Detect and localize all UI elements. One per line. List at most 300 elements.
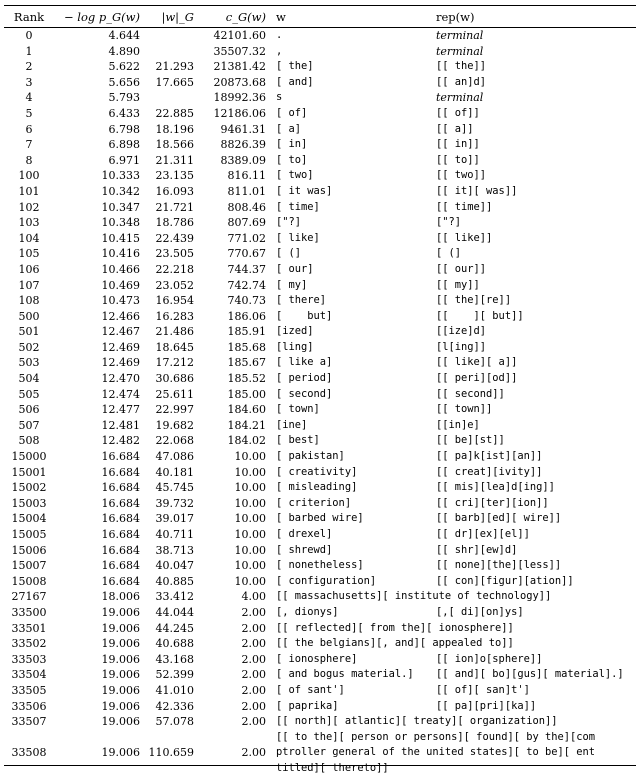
cell-rep: [[ an]d] bbox=[436, 75, 487, 88]
table-row bbox=[4, 355, 636, 371]
cell-length: 18.196 bbox=[155, 122, 194, 136]
cell-rank: 2 bbox=[25, 60, 33, 74]
table-row bbox=[4, 75, 636, 91]
cell-rank: 33502 bbox=[11, 637, 47, 651]
cell-count: 185.52 bbox=[227, 372, 266, 386]
cell-rank: 100 bbox=[18, 169, 40, 183]
table-row bbox=[4, 730, 636, 777]
cell-rep: [[ creat][ivity]] bbox=[436, 465, 543, 478]
cell-count: 184.60 bbox=[227, 403, 266, 417]
cell-neglog: 4.644 bbox=[108, 29, 140, 42]
cell-rank: 7 bbox=[25, 138, 33, 152]
cell-rep: [[ pa][pri][ka]] bbox=[436, 699, 537, 712]
cell-length: 22.218 bbox=[155, 262, 194, 276]
cell-count: 10.00 bbox=[234, 559, 266, 573]
cell-neglog: 18.006 bbox=[101, 590, 140, 604]
cell-rep: [[ second]] bbox=[436, 387, 505, 400]
cell-count: 808.46 bbox=[227, 200, 266, 214]
table-row bbox=[4, 59, 636, 75]
cell-neglog: 19.006 bbox=[101, 715, 140, 729]
cell-rank: 108 bbox=[18, 294, 40, 308]
cell-length: 40.181 bbox=[155, 465, 194, 479]
cell-rep: [[ the][re]] bbox=[436, 294, 512, 307]
cell-w: [ pakistan] bbox=[276, 450, 345, 463]
cell-rank: 15007 bbox=[11, 559, 47, 573]
cell-length: 33.412 bbox=[155, 590, 194, 604]
cell-rep: [[in]e] bbox=[436, 418, 480, 431]
cell-length: 17.665 bbox=[155, 75, 194, 89]
cell-neglog: 16.684 bbox=[101, 543, 140, 557]
cell-length: 40.885 bbox=[155, 574, 194, 588]
cell-rank: 105 bbox=[18, 247, 40, 261]
cell-rank: 507 bbox=[18, 418, 40, 432]
table-row bbox=[4, 293, 636, 309]
cell-length: 45.745 bbox=[155, 481, 194, 495]
header-count: c_G(w) bbox=[225, 10, 266, 24]
table-row bbox=[4, 527, 636, 543]
table-row bbox=[4, 574, 636, 590]
cell-count: 8826.39 bbox=[220, 138, 266, 152]
cell-rank: 505 bbox=[18, 387, 40, 401]
cell-w: [ but] bbox=[276, 309, 333, 322]
cell-neglog: 19.006 bbox=[101, 683, 140, 697]
header-rule bbox=[4, 27, 636, 28]
cell-rep: terminal bbox=[436, 44, 484, 58]
cell-count: 2.00 bbox=[241, 715, 266, 729]
cell-w: ["?] bbox=[276, 216, 302, 229]
cell-count: 10.00 bbox=[234, 512, 266, 526]
header-neglog: − log p_G(w) bbox=[63, 10, 140, 24]
cell-rep: [[ ][ but]] bbox=[436, 309, 524, 322]
cell-rank: 33506 bbox=[11, 699, 47, 713]
table-row bbox=[4, 168, 636, 184]
cell-count: 4.00 bbox=[241, 590, 266, 604]
cell-count: 2.00 bbox=[241, 637, 266, 651]
cell-rank: 6 bbox=[25, 122, 33, 136]
cell-w: [ barbed wire] bbox=[276, 512, 364, 525]
cell-length: 23.505 bbox=[155, 247, 194, 261]
cell-neglog: 10.348 bbox=[101, 216, 140, 230]
cell-length: 44.245 bbox=[155, 621, 194, 635]
cell-count: 742.74 bbox=[227, 278, 266, 292]
cell-neglog: 19.006 bbox=[101, 652, 140, 666]
cell-neglog: 10.466 bbox=[101, 262, 140, 276]
cell-rep: [[ peri][od]] bbox=[436, 372, 518, 385]
cell-rank: 27167 bbox=[11, 590, 47, 604]
cell-rank: 3 bbox=[25, 75, 33, 89]
cell-neglog: 10.469 bbox=[101, 278, 140, 292]
cell-neglog: 16.684 bbox=[101, 574, 140, 588]
cell-length: 17.212 bbox=[155, 356, 194, 370]
cell-rank: 102 bbox=[18, 200, 40, 214]
cell-rank: 508 bbox=[18, 434, 40, 448]
cell-rep: [l[ing]] bbox=[436, 340, 487, 353]
cell-w: , bbox=[276, 44, 283, 57]
cell-count: 2.00 bbox=[241, 746, 266, 760]
cell-rank: 33508 bbox=[11, 746, 47, 760]
cell-neglog: 6.433 bbox=[108, 106, 140, 120]
table-body bbox=[4, 28, 636, 777]
table-row bbox=[4, 543, 636, 559]
cell-w: [[ north][ atlantic][ treaty][ organization]] bbox=[276, 715, 558, 728]
cell-neglog: 19.006 bbox=[101, 746, 140, 760]
cell-w: [ our] bbox=[276, 262, 314, 275]
cell-neglog: 6.798 bbox=[108, 122, 140, 136]
cell-count: 811.01 bbox=[227, 184, 266, 198]
cell-rank: 4 bbox=[25, 91, 33, 105]
cell-length: 18.566 bbox=[155, 138, 194, 152]
cell-neglog: 16.684 bbox=[101, 465, 140, 479]
cell-length: 52.399 bbox=[155, 668, 194, 682]
cell-count: 2.00 bbox=[241, 652, 266, 666]
cell-count: 2.00 bbox=[241, 699, 266, 713]
cell-length: 21.293 bbox=[155, 60, 194, 74]
table-row bbox=[4, 652, 636, 668]
cell-count: 10.00 bbox=[234, 481, 266, 495]
cell-neglog: 16.684 bbox=[101, 450, 140, 464]
cell-rank: 33504 bbox=[11, 668, 47, 682]
cell-length: 39.017 bbox=[155, 512, 194, 526]
cell-rep: terminal bbox=[436, 91, 484, 105]
cell-length: 40.047 bbox=[155, 559, 194, 573]
cell-rep: [[ none][the][less]] bbox=[436, 559, 562, 572]
cell-rank: 500 bbox=[18, 309, 40, 323]
cell-count: 184.21 bbox=[227, 418, 266, 432]
cell-neglog: 12.469 bbox=[101, 340, 140, 354]
table-row bbox=[4, 246, 636, 262]
table-row bbox=[4, 106, 636, 122]
cell-w: [ like] bbox=[276, 231, 320, 244]
header-w: w bbox=[276, 10, 286, 24]
cell-neglog: 10.473 bbox=[101, 294, 140, 308]
table-row bbox=[4, 402, 636, 418]
cell-neglog: 16.684 bbox=[101, 496, 140, 510]
table-row bbox=[4, 28, 636, 44]
table-row bbox=[4, 278, 636, 294]
cell-w: [, dionys] bbox=[276, 605, 339, 618]
table-row bbox=[4, 621, 636, 637]
table-row bbox=[4, 153, 636, 169]
cell-w: [ creativity] bbox=[276, 465, 358, 478]
cell-neglog: 12.470 bbox=[101, 372, 140, 386]
cell-rank: 15008 bbox=[11, 574, 47, 588]
cell-w: [ a] bbox=[276, 122, 302, 135]
table-row bbox=[4, 589, 636, 605]
cell-count: 744.37 bbox=[227, 262, 266, 276]
table-row bbox=[4, 309, 636, 325]
table-row bbox=[4, 324, 636, 340]
cell-rep: [[ in]] bbox=[436, 138, 480, 151]
cell-count: 770.67 bbox=[227, 247, 266, 261]
table-row bbox=[4, 511, 636, 527]
cell-length: 30.686 bbox=[155, 372, 194, 386]
cell-w: [ the] bbox=[276, 60, 314, 73]
cell-w: . bbox=[276, 29, 283, 41]
table-row bbox=[4, 200, 636, 216]
cell-length: 22.439 bbox=[155, 231, 194, 245]
cell-rep: [[ it][ was]] bbox=[436, 184, 518, 197]
cell-neglog: 16.684 bbox=[101, 481, 140, 495]
cell-neglog: 10.415 bbox=[101, 231, 140, 245]
cell-count: 21381.42 bbox=[213, 60, 266, 74]
cell-w: [ it was] bbox=[276, 184, 333, 197]
cell-rank: 33505 bbox=[11, 683, 47, 697]
cell-neglog: 19.006 bbox=[101, 637, 140, 651]
cell-w: [ period] bbox=[276, 372, 333, 385]
cell-length: 16.283 bbox=[155, 309, 194, 323]
cell-neglog: 19.006 bbox=[101, 605, 140, 619]
cell-w: [ and] bbox=[276, 75, 314, 88]
cell-w: [ of] bbox=[276, 106, 308, 119]
table-row bbox=[4, 184, 636, 200]
cell-w: [ized] bbox=[276, 325, 314, 338]
cell-count: 186.06 bbox=[227, 309, 266, 323]
cell-rank: 501 bbox=[18, 325, 40, 339]
cell-length: 22.885 bbox=[155, 106, 194, 120]
cell-w: [[ massachusetts][ institute of technology]] bbox=[276, 590, 552, 603]
cell-neglog: 5.656 bbox=[108, 75, 140, 89]
cell-w: [ there] bbox=[276, 294, 327, 307]
table-row bbox=[4, 433, 636, 449]
cell-rep: [[ of]] bbox=[436, 106, 480, 119]
cell-w: [[ the belgians][, and][ appealed to]] bbox=[276, 637, 514, 650]
cell-rep: [[ time]] bbox=[436, 200, 493, 213]
cell-w: s bbox=[276, 91, 283, 104]
cell-w: [ ionosphere] bbox=[276, 652, 358, 665]
cell-rank: 502 bbox=[18, 340, 40, 354]
cell-rank: 33500 bbox=[11, 605, 47, 619]
cell-rep: [[ and][ bo][gus][ material].] bbox=[436, 668, 624, 681]
cell-count: 185.68 bbox=[227, 340, 266, 354]
cell-neglog: 12.477 bbox=[101, 403, 140, 417]
cell-neglog: 10.416 bbox=[101, 247, 140, 261]
cell-neglog: 6.898 bbox=[108, 138, 140, 152]
cell-neglog: 16.684 bbox=[101, 559, 140, 573]
cell-rep: [[ shr][ew]d] bbox=[436, 543, 518, 556]
cell-neglog: 10.342 bbox=[101, 184, 140, 198]
cell-count: 8389.09 bbox=[220, 153, 266, 167]
cell-length: 21.486 bbox=[155, 325, 194, 339]
cell-rank: 33501 bbox=[11, 621, 47, 635]
cell-length: 43.168 bbox=[155, 652, 194, 666]
cell-length bbox=[140, 44, 194, 60]
cell-rep: [[ dr][ex][el]] bbox=[436, 528, 530, 540]
table-row bbox=[4, 667, 636, 683]
cell-w: [[ to the][ person or persons][ found][ by the][com ptroller general of the united states][ to be][ ent titled][ thereto]] bbox=[276, 730, 596, 774]
cell-count: 816.11 bbox=[227, 169, 266, 183]
cell-rank: 0 bbox=[25, 29, 33, 42]
cell-w: [ to] bbox=[276, 153, 308, 166]
cell-rep: [[ to]] bbox=[436, 153, 480, 166]
cell-count: 10.00 bbox=[234, 574, 266, 588]
cell-neglog: 6.971 bbox=[108, 153, 140, 167]
cell-length: 57.078 bbox=[155, 715, 194, 729]
cell-rep: [[ my]] bbox=[436, 278, 480, 291]
cell-rank: 8 bbox=[25, 153, 33, 167]
cell-rank: 104 bbox=[18, 231, 40, 245]
cell-length: 25.611 bbox=[155, 387, 194, 401]
cell-length: 22.997 bbox=[155, 403, 194, 417]
cell-count: 10.00 bbox=[234, 465, 266, 479]
cell-neglog: 12.481 bbox=[101, 418, 140, 432]
cell-rep: [[ of][ san]t'] bbox=[436, 683, 530, 696]
cell-rank: 15006 bbox=[11, 543, 47, 557]
table-row bbox=[4, 418, 636, 434]
cell-neglog: 19.006 bbox=[101, 621, 140, 635]
table-row bbox=[4, 371, 636, 387]
cell-w: [ my] bbox=[276, 278, 308, 291]
cell-length: 40.711 bbox=[155, 528, 194, 541]
cell-count: 9461.31 bbox=[220, 122, 266, 136]
cell-count: 2.00 bbox=[241, 621, 266, 635]
cell-length: 21.721 bbox=[155, 200, 194, 214]
cell-count: 2.00 bbox=[241, 683, 266, 697]
cell-rank: 506 bbox=[18, 403, 40, 417]
cell-w: [ (] bbox=[276, 247, 302, 260]
cell-rank: 15003 bbox=[11, 496, 47, 510]
cell-count: 184.02 bbox=[227, 434, 266, 448]
cell-count: 10.00 bbox=[234, 450, 266, 464]
table-row bbox=[4, 90, 636, 106]
cell-count: 185.00 bbox=[227, 387, 266, 401]
table-row bbox=[4, 605, 636, 621]
cell-count: 10.00 bbox=[234, 528, 266, 541]
cell-rank: 503 bbox=[18, 356, 40, 370]
cell-count: 12186.06 bbox=[213, 106, 266, 120]
cell-length: 110.659 bbox=[148, 746, 194, 760]
cell-length: 18.786 bbox=[155, 216, 194, 230]
table-row bbox=[4, 683, 636, 699]
cell-rep: ["?] bbox=[436, 216, 462, 229]
cell-rep: terminal bbox=[436, 29, 484, 42]
cell-length: 47.086 bbox=[155, 450, 194, 464]
cell-neglog: 4.890 bbox=[108, 44, 140, 58]
cell-rep: [[ize]d] bbox=[436, 325, 487, 338]
cell-w: [ in] bbox=[276, 138, 308, 151]
cell-rank: 504 bbox=[18, 372, 40, 386]
cell-rank: 5 bbox=[25, 106, 33, 120]
cell-rep: [ (] bbox=[436, 247, 462, 260]
cell-neglog: 19.006 bbox=[101, 668, 140, 682]
cell-rep: [[ cri][ter][ion]] bbox=[436, 496, 549, 509]
cell-neglog: 12.466 bbox=[101, 309, 140, 323]
cell-neglog: 19.006 bbox=[101, 699, 140, 713]
cell-count: 2.00 bbox=[241, 668, 266, 682]
cell-neglog: 5.793 bbox=[108, 91, 140, 105]
header-rep: rep(w) bbox=[436, 10, 475, 24]
cell-neglog: 12.467 bbox=[101, 325, 140, 339]
cell-rep: [[ like][ a]] bbox=[436, 356, 518, 369]
cell-rank: 101 bbox=[18, 184, 40, 198]
cell-length: 18.645 bbox=[155, 340, 194, 354]
table-row bbox=[4, 44, 636, 60]
cell-rank: 15000 bbox=[11, 450, 47, 464]
cell-w: [ two] bbox=[276, 169, 314, 182]
table-row bbox=[4, 449, 636, 465]
cell-w: [ of sant'] bbox=[276, 683, 345, 696]
header-rank: Rank bbox=[13, 10, 45, 24]
cell-w: [ drexel] bbox=[276, 528, 333, 540]
cell-rep: [[ ion]o[sphere]] bbox=[436, 652, 543, 665]
cell-count: 185.91 bbox=[227, 325, 266, 339]
cell-w: [ine] bbox=[276, 418, 308, 431]
cell-rep: [[ mis][lea]d[ing]] bbox=[436, 481, 555, 494]
cell-rank: 107 bbox=[18, 278, 40, 292]
cell-w: [[ reflected][ from the][ ionosphere]] bbox=[276, 621, 514, 634]
cell-rep: [,[ di][on]ys] bbox=[436, 605, 524, 618]
table-row bbox=[4, 558, 636, 574]
cell-count: 10.00 bbox=[234, 543, 266, 557]
cell-rank: 33507 bbox=[11, 715, 47, 729]
table-row bbox=[4, 262, 636, 278]
table-row bbox=[4, 714, 636, 730]
cell-neglog: 12.482 bbox=[101, 434, 140, 448]
cell-count: 740.73 bbox=[227, 294, 266, 308]
cell-length bbox=[140, 90, 194, 106]
cell-length: 16.954 bbox=[155, 294, 194, 308]
cell-neglog: 12.474 bbox=[101, 387, 140, 401]
cell-w: [ like a] bbox=[276, 356, 333, 369]
cell-length: 44.044 bbox=[155, 605, 194, 619]
table-row bbox=[4, 699, 636, 715]
cell-rank: 103 bbox=[18, 216, 40, 230]
cell-w: [ nonetheless] bbox=[276, 559, 364, 572]
cell-count: 18992.36 bbox=[213, 91, 266, 105]
cell-w: [ best] bbox=[276, 434, 320, 447]
table-row bbox=[4, 636, 636, 652]
cell-length: 23.135 bbox=[155, 169, 194, 183]
table-row bbox=[4, 340, 636, 356]
cell-w: [ and bogus material.] bbox=[276, 668, 414, 681]
cell-length: 23.052 bbox=[155, 278, 194, 292]
table-header bbox=[4, 6, 636, 28]
cell-neglog: 16.684 bbox=[101, 528, 140, 541]
cell-rank: 106 bbox=[18, 262, 40, 276]
cell-count: 771.02 bbox=[227, 231, 266, 245]
cell-rank: 33503 bbox=[11, 652, 47, 666]
cell-length: 39.732 bbox=[155, 496, 194, 510]
cell-rep: [[ our]] bbox=[436, 262, 487, 275]
cell-count: 807.69 bbox=[227, 216, 266, 230]
cell-neglog: 10.347 bbox=[101, 200, 140, 214]
cell-rep: [[ town]] bbox=[436, 403, 493, 416]
table-row bbox=[4, 122, 636, 138]
cell-rep: [[ barb][ed][ wire]] bbox=[436, 512, 562, 525]
cell-length: 42.336 bbox=[155, 699, 194, 713]
table-row bbox=[4, 231, 636, 247]
cell-w: [ time] bbox=[276, 200, 320, 213]
cell-neglog: 10.333 bbox=[101, 169, 140, 183]
cell-length: 22.068 bbox=[155, 434, 194, 448]
cell-w: [ shrewd] bbox=[276, 543, 333, 556]
cell-w: [ town] bbox=[276, 403, 320, 416]
cell-rep: [[ be][st]] bbox=[436, 434, 505, 447]
cell-w: [ configuration] bbox=[276, 574, 377, 587]
table-row bbox=[4, 480, 636, 496]
cell-count: 35507.32 bbox=[213, 44, 266, 58]
table-row bbox=[4, 137, 636, 153]
grammar-lexicon-table bbox=[4, 6, 636, 777]
cell-count: 10.00 bbox=[234, 496, 266, 510]
cell-length: 41.010 bbox=[155, 683, 194, 697]
cell-rank: 15005 bbox=[11, 528, 47, 541]
cell-rep: [[ pa]k[ist][an]] bbox=[436, 450, 543, 463]
cell-w: [ second] bbox=[276, 387, 333, 400]
cell-length: 16.093 bbox=[155, 184, 194, 198]
cell-rank: 15001 bbox=[11, 465, 47, 479]
cell-rep: [[ a]] bbox=[436, 122, 474, 135]
header-length: |w|_G bbox=[161, 10, 194, 24]
